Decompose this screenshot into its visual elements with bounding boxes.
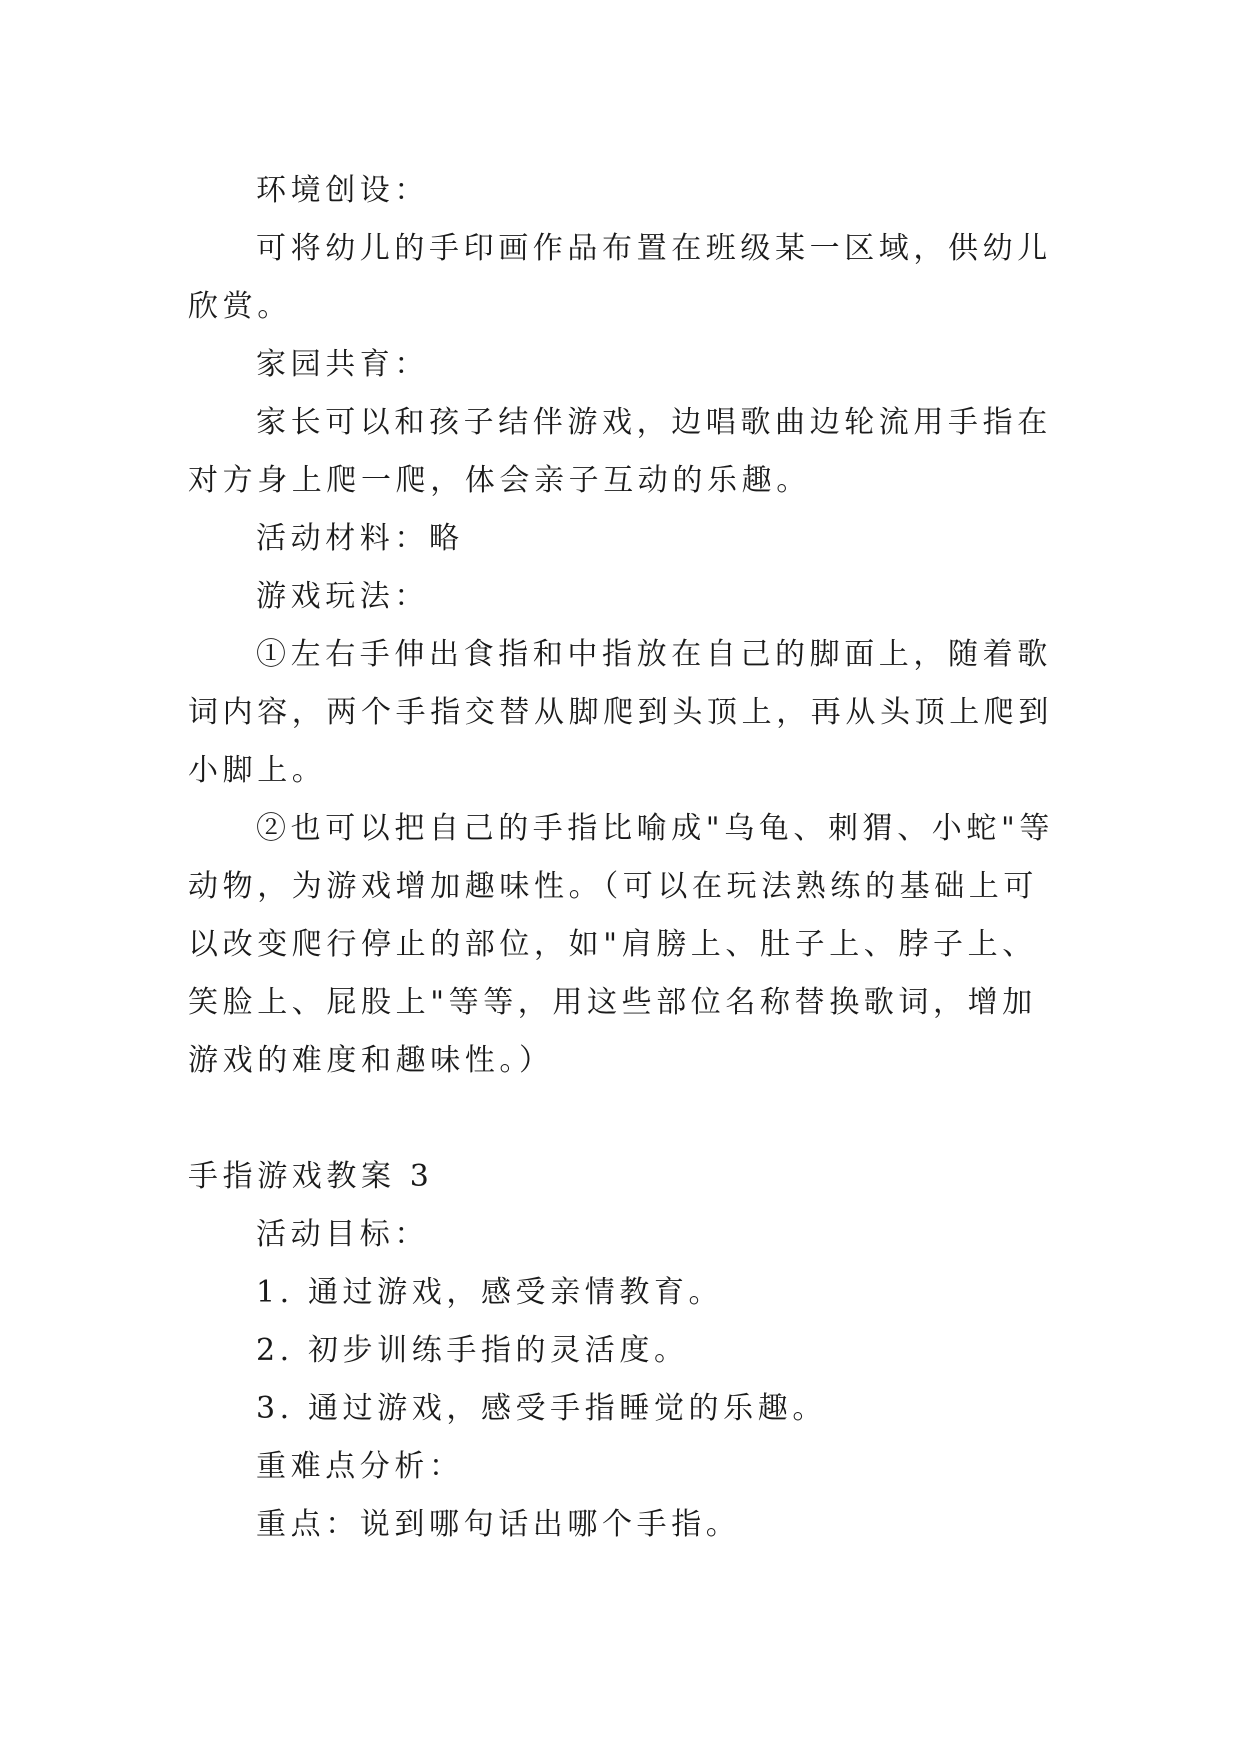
goals-label: 活动目标： — [256, 1217, 429, 1252]
gameplay-step-2: ②也可以把自己的手指比喻成"乌龟、刺猬、小蛇"等动物，为游戏增加趣味性。（可以在玩法熟练的基础上可以改变爬行停止的部位，如"肩膀上、肚子上、脖子上、笑脸上、屁股上"等等，用这些部位名称替换歌词，增加游戏的难度和趣味性。） — [188, 811, 1054, 1078]
goal-item-3: 3. 通过游戏，感受手指睡觉的乐趣。 — [256, 1391, 827, 1426]
gameplay-step-1: ①左右手伸出食指和中指放在自己的脚面上，随着歌词内容，两个手指交替从脚爬到头顶上，再从头顶上爬到小脚上。 — [188, 637, 1053, 788]
key-points-label: 重难点分析： — [256, 1449, 464, 1484]
lesson-title: 手指游戏教案 3 — [188, 1159, 434, 1194]
environment-label: 环境创设： — [256, 173, 429, 208]
materials-line: 活动材料：略 — [256, 521, 464, 556]
section-spacer — [188, 1090, 1068, 1148]
home-school-label: 家园共育： — [256, 347, 429, 382]
goal-item-2: 2. 初步训练手指的灵活度。 — [256, 1333, 689, 1368]
home-school-text: 家长可以和孩子结伴游戏，边唱歌曲边轮流用手指在对方身上爬一爬，体会亲子互动的乐趣。 — [188, 405, 1052, 498]
key-point-text: 重点：说到哪句话出哪个手指。 — [256, 1507, 741, 1542]
goal-item-1: 1. 通过游戏，感受亲情教育。 — [256, 1275, 724, 1310]
gameplay-label: 游戏玩法： — [256, 579, 429, 614]
environment-text: 可将幼儿的手印画作品布置在班级某一区域，供幼儿欣赏。 — [188, 231, 1052, 324]
document-page — [188, 162, 1068, 1554]
